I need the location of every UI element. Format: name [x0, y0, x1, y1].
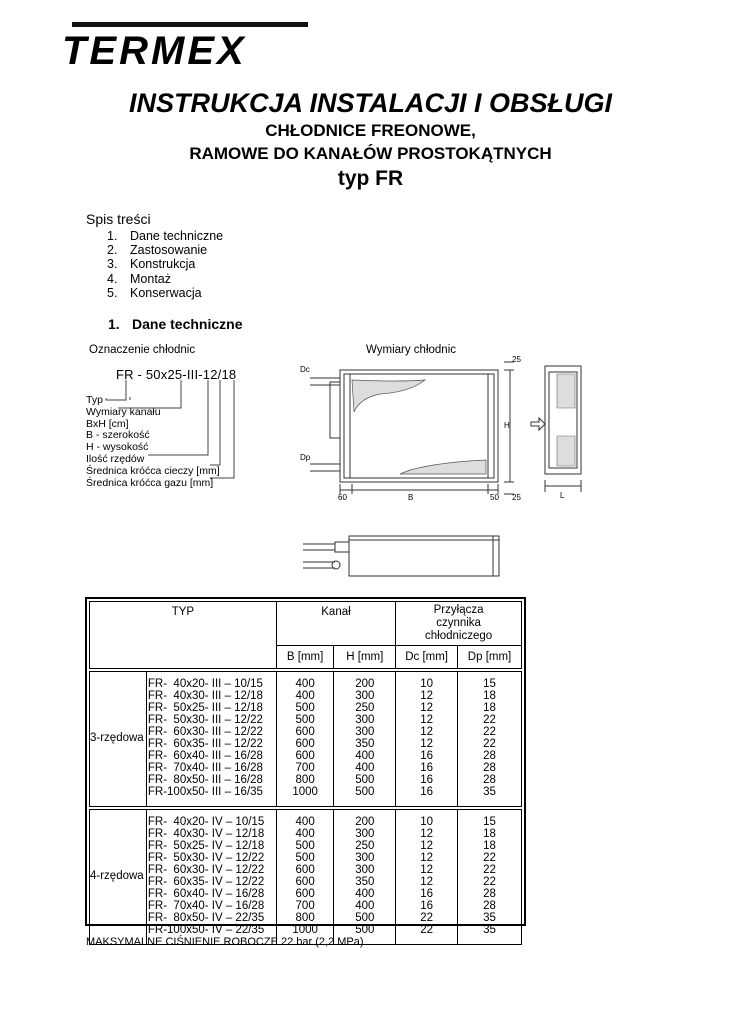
table-cell-dp: 18	[483, 840, 496, 853]
table-cell-dp: 35	[483, 923, 496, 936]
coil-side-view-drawing	[527, 358, 591, 498]
header-h: H [mm]	[334, 646, 396, 669]
legend-item: Średnica króćca cieczy [mm]	[86, 464, 220, 477]
table-cell-dp: 28	[483, 749, 496, 762]
table-cell-dc: 12	[420, 840, 433, 853]
section-number: 1.	[108, 316, 120, 332]
table-cell-b: 400	[295, 678, 315, 691]
table-cell-dc: 16	[420, 887, 433, 900]
section-label: Dane techniczne	[132, 316, 243, 332]
table-cell-dp: 22	[483, 876, 496, 888]
table-cell-h: 500	[355, 911, 375, 924]
table-cell-dc: 12	[420, 690, 433, 703]
table-cell-dc: 22	[420, 911, 433, 924]
toc-item-label: Montaż	[130, 271, 171, 286]
table-cell-b: 1000	[292, 923, 318, 936]
table-cell-dc: 16	[420, 785, 433, 798]
header-b: B [mm]	[276, 646, 334, 669]
table-cell-dc: 16	[420, 899, 433, 912]
max-pressure-note: MAKSYMALNE CIŚNIENIE ROBOCZE 22 bar (2,2 MPa)	[86, 936, 364, 948]
group-h-values	[334, 672, 396, 807]
table-cell-h: 400	[355, 761, 375, 774]
table-cell-name: FR- 40x20- III – 10/15	[147, 678, 263, 691]
dim-h: H	[504, 421, 510, 430]
table-cell-b: 400	[295, 828, 315, 841]
table-cell-h: 200	[355, 816, 375, 829]
header-typ: TYP	[90, 602, 277, 669]
table-cell-name: FR- 40x30- III – 12/18	[147, 690, 263, 703]
table-cell-b: 700	[295, 899, 315, 912]
table-cell-dp: 22	[483, 726, 496, 739]
toc-item-label: Zastosowanie	[130, 243, 208, 258]
group-names	[146, 672, 276, 807]
header-przylacza: Przyłącza czynnika chłodniczego	[396, 602, 522, 646]
designation-code: FR - 50x25-III-12/18	[116, 367, 237, 382]
table-cell-name: FR- 60x40- III – 16/28	[147, 749, 263, 762]
table-cell-name: FR- 50x25- III – 12/18	[147, 702, 263, 715]
subtitle-line-2: RAMOWE DO KANAŁÓW PROSTOKĄTNYCH	[189, 144, 552, 163]
toc-item-number: 4.	[107, 271, 118, 286]
table-cell-name: FR- 80x50- IV – 22/35	[147, 911, 265, 924]
legend-item: BxH [cm]	[86, 417, 129, 430]
table-cell-name: FR- 50x30- IV – 12/22	[147, 852, 265, 865]
table-cell-dp: 22	[483, 864, 496, 877]
dim-25-bottom: 25	[512, 493, 521, 502]
table-cell-b: 600	[295, 864, 315, 877]
table-cell-dp: 22	[483, 852, 496, 865]
table-cell-h: 300	[355, 726, 375, 739]
table-cell-name: FR- 60x35- III – 12/22	[147, 738, 263, 750]
table-cell-h: 250	[355, 702, 375, 715]
toc-item-label: Konserwacja	[130, 285, 202, 300]
table-cell-h: 300	[355, 690, 375, 703]
table-cell-h: 350	[355, 876, 375, 888]
table-cell-name: FR-100x50- IV – 22/35	[147, 923, 265, 936]
table-cell-dp: 28	[483, 887, 496, 900]
logo-text: TERMEX	[62, 29, 247, 73]
legend-item: Ilość rzędów	[86, 452, 145, 465]
table-cell-h: 300	[355, 864, 375, 877]
toc-item	[107, 286, 223, 300]
table-cell-h: 400	[355, 887, 375, 900]
table-cell-b: 400	[295, 690, 315, 703]
logo-bar	[72, 22, 308, 27]
toc-item	[107, 257, 223, 271]
header-dp: Dp [mm]	[458, 646, 522, 669]
table-cell-dc: 12	[420, 738, 433, 750]
group-dc-values	[396, 672, 458, 807]
group-names	[146, 810, 276, 945]
table-cell-dp: 35	[483, 911, 496, 924]
table-cell-dc: 16	[420, 773, 433, 786]
table-cell-dp: 15	[483, 816, 496, 829]
group-label: 4-rzędowa	[90, 810, 147, 945]
table-cell-dp: 18	[483, 828, 496, 841]
table-cell-name: FR- 60x35- IV – 12/22	[147, 876, 265, 888]
table-group-4	[90, 810, 522, 945]
toc-item	[107, 229, 223, 243]
table-cell-name: FR- 50x30- III – 12/22	[147, 714, 263, 727]
table-cell-name: FR- 60x40- IV – 16/28	[147, 887, 265, 900]
coil-top-view-drawing	[295, 532, 510, 582]
table-cell-h: 400	[355, 749, 375, 762]
table-cell-dp: 18	[483, 690, 496, 703]
table-cell-h: 500	[355, 773, 375, 786]
page-title: INSTRUKCJA INSTALACJI I OBSŁUGI	[128, 88, 613, 118]
designation-leader-lines	[80, 380, 280, 485]
table-cell-h: 400	[355, 899, 375, 912]
table-cell-h: 500	[355, 785, 375, 798]
dim-l: L	[560, 491, 565, 500]
dim-dp: Dp	[300, 453, 311, 462]
table-cell-b: 600	[295, 738, 315, 750]
table-cell-dc: 12	[420, 714, 433, 727]
dim-b: B	[408, 493, 414, 502]
table-cell-b: 600	[295, 876, 315, 888]
table-cell-h: 350	[355, 738, 375, 750]
type-title: typ FR	[337, 167, 404, 190]
table-cell-b: 500	[295, 852, 315, 865]
section-heading	[108, 316, 242, 332]
table-cell-dp: 28	[483, 761, 496, 774]
toc-item-number: 2.	[107, 243, 118, 258]
table-cell-name: FR- 70x40- IV – 16/28	[147, 899, 265, 912]
group-dp-values	[458, 672, 522, 807]
table-cell-name: FR- 60x30- III – 12/22	[147, 726, 263, 739]
group-dc-values	[396, 810, 458, 945]
table-cell-dp: 15	[483, 678, 496, 691]
table-cell-name: FR- 70x40- III – 16/28	[147, 761, 263, 774]
table-cell-dp: 28	[483, 899, 496, 912]
group-label: 3-rzędowa	[90, 672, 147, 807]
table-cell-h: 300	[355, 852, 375, 865]
table-cell-dc: 12	[420, 864, 433, 877]
table-cell-dc: 12	[420, 852, 433, 865]
table-cell-name: FR- 50x25- IV – 12/18	[147, 840, 265, 853]
group-b-values	[276, 810, 334, 945]
termex-logo	[62, 22, 308, 74]
table-cell-dc: 16	[420, 761, 433, 774]
group-dp-values	[458, 810, 522, 945]
coil-front-view-drawing	[290, 352, 520, 502]
data-table	[89, 601, 522, 945]
table-cell-b: 500	[295, 840, 315, 853]
group-b-values	[276, 672, 334, 807]
toc-list	[107, 229, 223, 300]
legend-item: Wymiary kanału	[86, 405, 161, 418]
legend-item: Średnica króćca gazu [mm]	[86, 476, 214, 489]
table-cell-name: FR- 40x20- IV – 10/15	[147, 816, 265, 829]
dimensions-caption: Wymiary chłodnic	[366, 344, 457, 356]
table-cell-dc: 12	[420, 726, 433, 739]
table-cell-name: FR-100x50- III – 16/35	[147, 785, 263, 798]
table-cell-b: 800	[295, 911, 315, 924]
group-h-values	[334, 810, 396, 945]
toc-item-label: Konstrukcja	[130, 257, 196, 272]
table-cell-dc: 16	[420, 749, 433, 762]
table-cell-dc: 12	[420, 828, 433, 841]
table-cell-h: 300	[355, 714, 375, 727]
table-cell-name: FR- 60x30- IV – 12/22	[147, 864, 265, 877]
table-cell-b: 1000	[292, 785, 318, 798]
toc-heading: Spis treści	[86, 211, 151, 227]
table-cell-b: 600	[295, 749, 315, 762]
table-cell-name: FR- 40x30- IV – 12/18	[147, 828, 265, 841]
table-cell-dc: 12	[420, 876, 433, 888]
designation-caption: Oznaczenie chłodnic	[89, 344, 196, 356]
dim-60: 60	[338, 493, 347, 502]
toc-item-label: Dane techniczne	[130, 229, 224, 243]
dim-dc: Dc	[300, 365, 310, 374]
header-dc: Dc [mm]	[396, 646, 458, 669]
table-cell-dc: 22	[420, 923, 433, 936]
table-cell-h: 200	[355, 678, 375, 691]
table-header-row	[90, 602, 522, 646]
table-cell-dp: 28	[483, 773, 496, 786]
table-cell-dp: 22	[483, 714, 496, 727]
table-cell-h: 300	[355, 828, 375, 841]
table-cell-b: 500	[295, 702, 315, 715]
table-cell-b: 400	[295, 816, 315, 829]
table-cell-h: 500	[355, 923, 375, 936]
subtitle-line-1: CHŁODNICE FREONOWE,	[265, 121, 476, 140]
table-cell-dc: 10	[420, 678, 433, 691]
toc-item-number: 1.	[107, 229, 118, 243]
table-cell-dc: 10	[420, 816, 433, 829]
legend-item: Typ	[86, 394, 103, 406]
toc-item-number: 3.	[107, 257, 118, 272]
table-cell-b: 500	[295, 714, 315, 727]
table-cell-h: 250	[355, 840, 375, 853]
technical-data-table	[85, 597, 526, 936]
table-cell-dp: 22	[483, 738, 496, 750]
legend-item: B - szerokość	[86, 429, 150, 442]
table-cell-dp: 35	[483, 785, 496, 798]
table-cell-dc: 12	[420, 702, 433, 715]
toc-item	[107, 272, 223, 286]
dim-25-top: 25	[512, 355, 521, 364]
table-cell-b: 600	[295, 887, 315, 900]
dim-50: 50	[490, 493, 499, 502]
table-cell-name: FR- 80x50- III – 16/28	[147, 773, 263, 786]
table-group-3	[90, 672, 522, 807]
legend-item: H - wysokość	[86, 441, 149, 454]
table-cell-b: 800	[295, 773, 315, 786]
toc-item	[107, 243, 223, 257]
table-cell-b: 700	[295, 761, 315, 774]
toc-item-number: 5.	[107, 285, 118, 300]
table-cell-dp: 18	[483, 702, 496, 715]
header-kanal: Kanał	[276, 602, 395, 646]
table-cell-b: 600	[295, 726, 315, 739]
